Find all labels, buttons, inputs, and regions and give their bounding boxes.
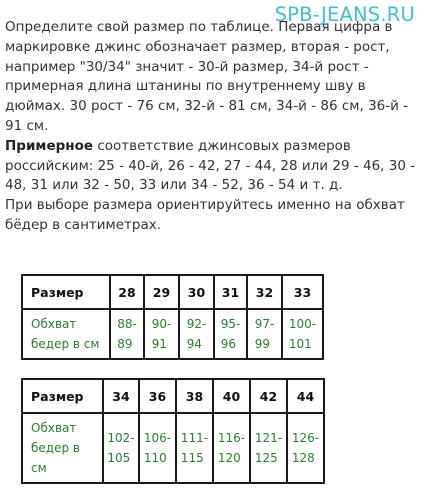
value-line: 91: [151, 337, 167, 351]
value-line: 102-: [107, 431, 135, 445]
value-line: 110: [143, 451, 167, 465]
hip-girth-label: [22, 309, 110, 359]
value-line: 97-: [254, 317, 275, 331]
value-line: 92-: [186, 317, 207, 331]
correspondence-text: соответствие джинсовых размеров российским: 25 - 40-й, 26 - 42, 27 - 44, 28 или 29 - 46, 30 - 48, 31 или 32 - 50, 33 или 34 - 52, 36 - 54 и т. д.: [5, 137, 416, 194]
size-header-label: Размер: [22, 379, 103, 413]
size-header-cell: 29: [144, 275, 179, 309]
size-header-cell: 33: [282, 275, 323, 309]
size-header-cell: 36: [139, 379, 176, 413]
site-watermark: SPB-JEANS.RU: [274, 3, 415, 26]
label-line: см: [31, 461, 47, 475]
label-line: Обхват: [31, 317, 77, 331]
label-line: бедер в см: [31, 337, 100, 351]
size-header-cell: 28: [110, 275, 144, 309]
value-line: 111-: [180, 431, 209, 445]
value-line: 99: [254, 337, 270, 351]
table-header-row: [22, 379, 324, 413]
hip-girth-value: [213, 413, 250, 483]
hip-girth-value: [103, 413, 139, 483]
size-header-cell: 34: [103, 379, 139, 413]
value-line: 115: [180, 451, 204, 465]
table-header-row: [22, 275, 323, 309]
size-header-label: Размер: [22, 275, 110, 309]
table-row: [22, 413, 324, 483]
size-header-cell: 38: [176, 379, 213, 413]
value-line: 90-: [151, 317, 172, 331]
intro-paragraph: Определите свой размер по таблице. Первая цифра в маркировке джинс обозначает размер, вторая - рост, например "30/34" значит - 30-й размер, 34-й рост - примерная длина штанины по внутреннему шву в дюймах. 30 рост - 76 см, 32-й - 81 см, 34-й - 86 см, 36-й - 91 см.: [5, 19, 409, 134]
size-header-cell: 32: [247, 275, 282, 309]
value-line: 106-: [143, 431, 172, 445]
hip-girth-value: [110, 309, 144, 359]
value-line: 120: [217, 451, 241, 465]
label-line: Обхват: [31, 421, 77, 435]
hip-girth-value: [247, 309, 282, 359]
value-line: 88-: [117, 317, 137, 331]
hip-girth-value: [139, 413, 176, 483]
size-header-cell: 31: [214, 275, 247, 309]
table-row: [22, 309, 323, 359]
size-table-2: [21, 378, 325, 484]
hip-girth-value: [179, 309, 214, 359]
size-header-cell: 40: [213, 379, 250, 413]
hip-girth-value: [214, 309, 247, 359]
advice-paragraph: При выборе размера ориентируйтесь именно на обхват бёдер в сантиметрах.: [5, 197, 405, 233]
hip-girth-value: [176, 413, 213, 483]
value-line: 128: [291, 451, 315, 465]
label-line: бедер в: [31, 441, 80, 455]
hip-girth-value: [144, 309, 179, 359]
value-line: 96: [220, 337, 236, 351]
value-line: 89: [117, 337, 133, 351]
size-guide-text: [5, 18, 417, 236]
size-correspondence-paragraph: [5, 137, 417, 196]
hip-girth-value: [282, 309, 323, 359]
bold-lead-word: Примерное: [5, 137, 94, 154]
hip-girth-value: [250, 413, 287, 483]
value-line: 95-: [220, 317, 241, 331]
value-line: 125: [254, 451, 278, 465]
value-line: 94: [186, 337, 202, 351]
hip-girth-label: [22, 413, 103, 483]
size-header-cell: 44: [287, 379, 324, 413]
value-line: 105: [107, 451, 131, 465]
value-line: 126-: [291, 431, 320, 445]
value-line: 116-: [217, 431, 246, 445]
size-table-1: [21, 274, 324, 360]
value-line: 101: [288, 337, 312, 351]
hip-girth-value: [287, 413, 324, 483]
value-line: 121-: [254, 431, 283, 445]
size-header-cell: 42: [250, 379, 287, 413]
size-header-cell: 30: [179, 275, 214, 309]
value-line: 100-: [288, 317, 317, 331]
